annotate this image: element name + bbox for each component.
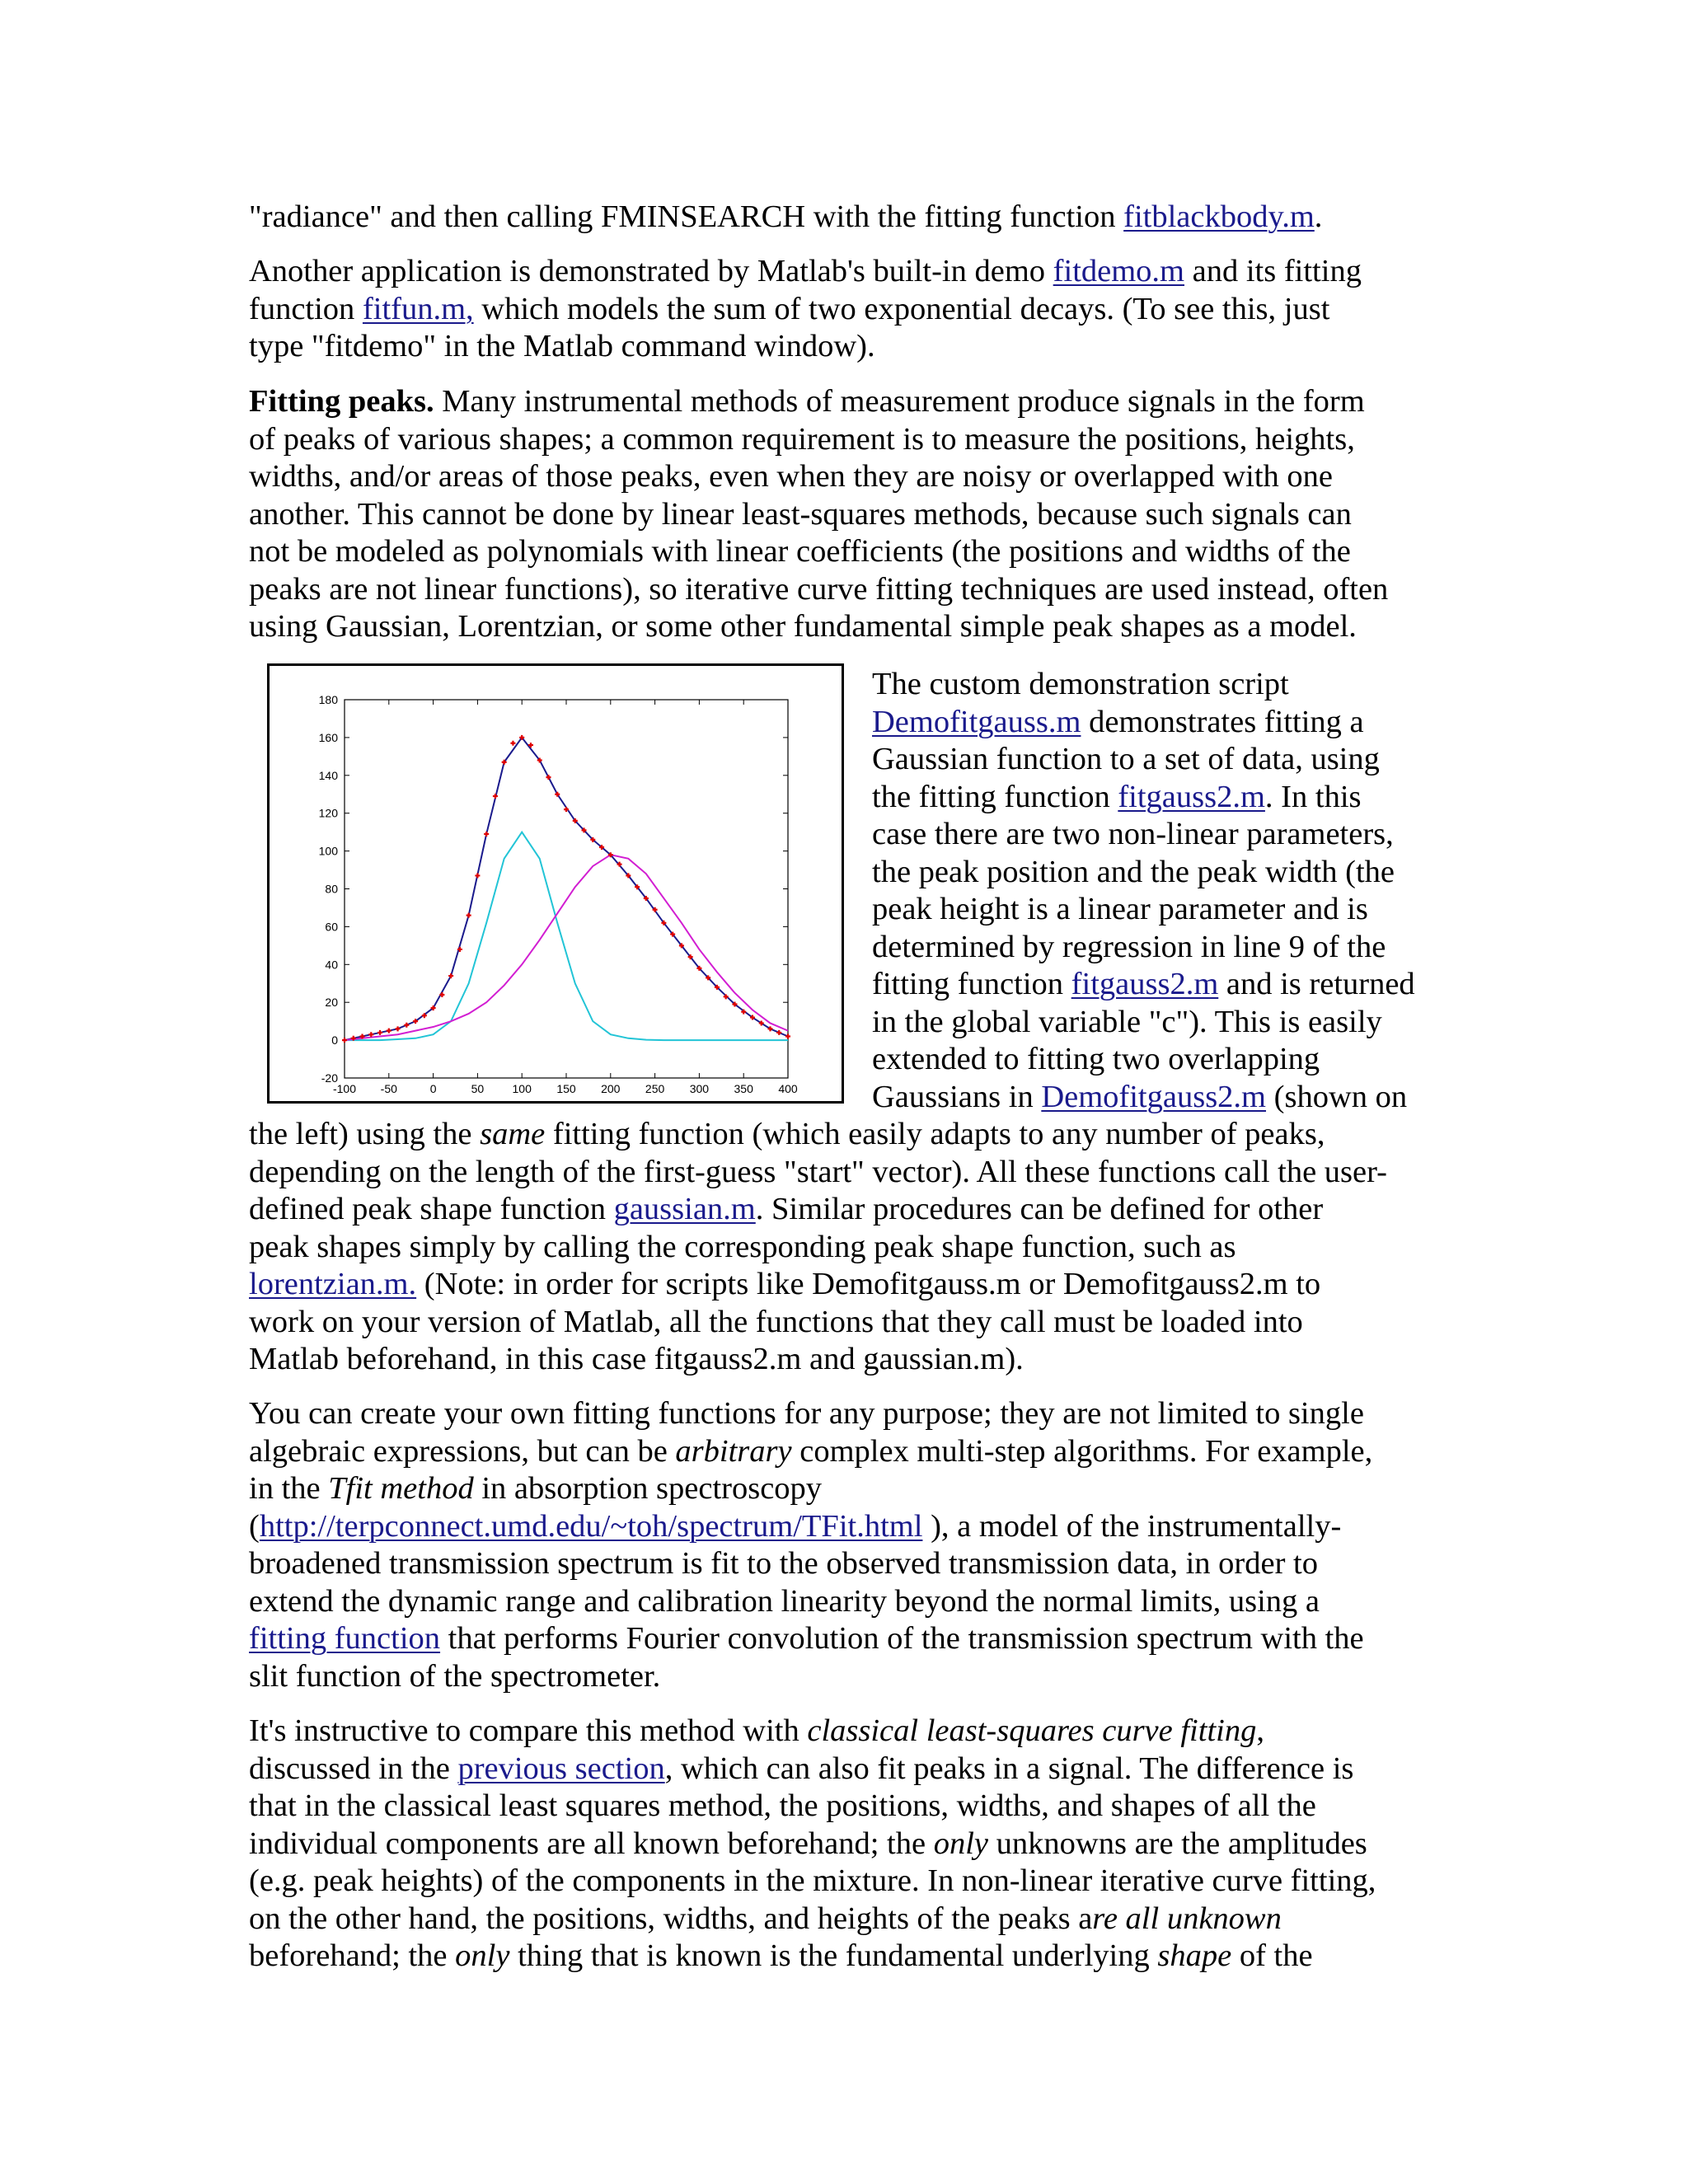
data-point (475, 873, 480, 878)
text-run: of peaks of various shapes; a common requirement is to measure the positions, heights, (249, 421, 1355, 457)
text-run: individual components are all known beforehand; the (249, 1825, 934, 1861)
text-run: and its fitting (1184, 254, 1362, 288)
hyperlink[interactable]: http://terpconnect.umd.edu/~toh/spectrum/TFit.html (259, 1508, 923, 1544)
data-point (785, 1034, 790, 1039)
text-line (872, 816, 1465, 854)
text-run: extended to fitting two overlapping (872, 1042, 1320, 1076)
hyperlink[interactable]: fitdemo.m (1053, 254, 1184, 288)
text-line (249, 496, 1469, 534)
paragraph-radiance (249, 199, 1469, 237)
text-line (249, 1304, 1469, 1342)
text-line (249, 291, 1469, 329)
text-run: , which can also fit peaks in a signal. The difference is (664, 1750, 1354, 1786)
text-run: . (1314, 199, 1323, 234)
text-line (872, 1004, 1465, 1042)
data-point (484, 832, 489, 837)
text-run: peak height is a linear parameter and is (872, 892, 1368, 926)
hyperlink[interactable]: previous section (457, 1750, 665, 1786)
y-tick-label: 160 (318, 730, 338, 744)
data-point (396, 1026, 401, 1031)
x-tick-label: 200 (601, 1082, 621, 1095)
text-line (249, 1229, 1469, 1267)
hyperlink[interactable]: fitgauss2.m (1118, 779, 1265, 814)
hyperlink[interactable]: fitting function (249, 1621, 441, 1656)
y-tick-label: 40 (325, 958, 338, 972)
data-point (368, 1032, 373, 1037)
text-line (249, 1508, 1469, 1546)
italic-text: only (933, 1825, 989, 1861)
data-point (377, 1030, 382, 1035)
series-line-fit (345, 738, 788, 1040)
text-line (249, 328, 1469, 366)
italic-text: re all unknown (1092, 1900, 1282, 1936)
text-run: of the (1231, 1938, 1313, 1973)
y-tick-label: 80 (325, 882, 338, 896)
text-run: and is returned (1218, 967, 1415, 1001)
text-run: "radiance" and then calling FMINSEARCH with the fitting function (249, 199, 1124, 234)
italic-text: only (455, 1938, 510, 1973)
text-line (249, 383, 1469, 421)
x-tick-label: 350 (734, 1082, 753, 1095)
italic-text: classical least-squares curve fitting (807, 1713, 1257, 1748)
text-run: ( (249, 1508, 260, 1544)
x-tick-label: -50 (380, 1082, 397, 1095)
text-line (249, 1863, 1469, 1900)
hyperlink[interactable]: fitfun.m, (362, 291, 474, 326)
text-line (249, 1191, 1469, 1229)
y-tick-label: 120 (318, 806, 338, 820)
text-run: case there are two non-linear parameters, (872, 817, 1394, 851)
text-line (249, 1395, 1469, 1433)
text-line (249, 1470, 1469, 1508)
data-point (467, 913, 471, 918)
x-tick-label: -100 (332, 1082, 357, 1095)
text-run: widths, and/or areas of those peaks, even when they are noisy or overlapped with one (249, 459, 1334, 494)
y-tick-label: 180 (318, 693, 338, 706)
text-run: determined by regression in line 9 of the (872, 929, 1386, 964)
data-point (342, 1038, 347, 1043)
data-point (776, 1030, 781, 1035)
text-run: in absorption spectroscopy (473, 1471, 823, 1506)
hyperlink[interactable]: gaussian.m (613, 1192, 756, 1226)
text-line (249, 458, 1469, 496)
text-run: discussed in the (249, 1750, 458, 1786)
text-run: not be modeled as polynomials with linear coefficients (the positions and widths of the (249, 534, 1351, 569)
text-run: function (249, 291, 363, 326)
text-line (872, 966, 1465, 1004)
peak-fit-figure (267, 663, 844, 1104)
text-line (249, 1900, 1469, 1938)
text-run: unknowns are the amplitudes (988, 1825, 1367, 1861)
text-line (872, 1041, 1465, 1079)
text-run: Gaussians in (872, 1079, 1042, 1114)
text-line (249, 533, 1469, 571)
series-line-component-1 (345, 832, 788, 1040)
text-run: complex multi-step algorithms. For example, (791, 1433, 1373, 1469)
text-line (872, 929, 1465, 967)
text-run: ), a model of the instrumentally- (922, 1508, 1342, 1544)
paragraph-fitting-peaks (249, 383, 1469, 646)
paragraph-fitting-functions (249, 1395, 1469, 1695)
paragraph-demofitgauss (872, 666, 1465, 1116)
y-tick-label: 60 (325, 920, 338, 934)
text-line (249, 1750, 1469, 1788)
text-run: defined peak shape function (249, 1192, 614, 1226)
text-run: demonstrates fitting a (1081, 704, 1364, 739)
peak-fit-chart (270, 666, 842, 1101)
text-run: the fitting function (872, 779, 1118, 814)
text-line (249, 1266, 1469, 1304)
text-run: The custom demonstration script (872, 667, 1289, 701)
plot-frame (345, 700, 788, 1078)
text-line (249, 1825, 1469, 1863)
text-run: on the other hand, the positions, widths, and heights of the peaks a (249, 1900, 1093, 1936)
text-line (249, 199, 1469, 237)
text-line (249, 1154, 1469, 1192)
text-run: Gaussian function to a set of data, using (872, 742, 1380, 776)
text-run: peak shapes simply by calling the corresponding peak shape function, such as (249, 1229, 1236, 1264)
x-tick-label: 0 (429, 1082, 437, 1095)
x-tick-label: 250 (645, 1082, 665, 1095)
text-run: slit function of the spectrometer. (249, 1658, 661, 1694)
data-point (404, 1023, 409, 1028)
data-point (387, 1029, 392, 1033)
text-line (872, 854, 1465, 892)
text-line (872, 741, 1465, 779)
text-line (249, 1545, 1469, 1583)
paragraph-fitdemo (249, 253, 1469, 366)
hyperlink[interactable]: lorentzian.m. (249, 1267, 417, 1301)
text-run: It's instructive to compare this method with (249, 1713, 808, 1748)
text-run: depending on the length of the first-guess "start" vector). All these functions call the user- (249, 1154, 1387, 1189)
text-run: Matlab beforehand, in this case fitgauss2.m and gaussian.m). (249, 1342, 1024, 1376)
text-line (249, 1620, 1469, 1658)
paragraph-classical-least-squares (249, 1713, 1469, 1975)
hyperlink[interactable]: Demofitgauss.m (872, 704, 1081, 739)
text-run: type "fitdemo" in the Matlab command window). (249, 329, 875, 363)
text-run: in the (249, 1471, 329, 1506)
text-run: that performs Fourier convolution of the transmission spectrum with the (440, 1621, 1364, 1656)
text-run: the peak position and the peak width (the (872, 854, 1395, 889)
bold-run-in-heading: Fitting peaks. (249, 384, 434, 419)
text-line (872, 1079, 1465, 1117)
text-line (872, 704, 1465, 742)
x-tick-label: 100 (512, 1082, 532, 1095)
data-point (510, 741, 515, 746)
text-run: broadened transmission spectrum is fit to the observed transmission data, in order to (249, 1546, 1318, 1581)
text-run: (shown on (1266, 1079, 1408, 1114)
italic-text: shape (1157, 1938, 1232, 1973)
text-run: algebraic expressions, but can be (249, 1433, 676, 1469)
y-tick-label: 0 (331, 1033, 338, 1047)
text-run: (Note: in order for scripts like Demofitgauss.m or Demofitgauss2.m to (416, 1267, 1321, 1301)
y-tick-label: 140 (318, 768, 338, 782)
hyperlink[interactable]: Demofitgauss2.m (1041, 1079, 1267, 1114)
text-line (249, 1583, 1469, 1621)
italic-text: same (480, 1117, 546, 1151)
text-line (249, 608, 1469, 646)
text-run: extend the dynamic range and calibration linearity beyond the normal limits, using a (249, 1583, 1320, 1619)
text-line (249, 421, 1469, 459)
text-line (249, 1938, 1469, 1975)
text-run: Another application is demonstrated by Matlab's built-in demo (249, 254, 1053, 288)
text-line (249, 1713, 1469, 1750)
text-run: in the global variable "c"). This is easily (872, 1004, 1382, 1039)
text-run: , (1256, 1713, 1264, 1748)
text-run: . Similar procedures can be defined for other (755, 1192, 1324, 1226)
text-run: that in the classical least squares method, the positions, widths, and shapes of all the (249, 1788, 1316, 1823)
text-run: beforehand; the (249, 1938, 456, 1973)
text-run: the left) using the (249, 1117, 481, 1151)
text-line (249, 253, 1469, 291)
x-tick-label: 300 (689, 1082, 710, 1095)
text-run: peaks are not linear functions), so iterative curve fitting techniques are used instead, often (249, 571, 1389, 607)
text-line (249, 1658, 1469, 1696)
text-run: thing that is known is the fundamental underlying (509, 1938, 1158, 1973)
text-run: (e.g. peak heights) of the components in the mixture. In non-linear iterative curve fitting, (249, 1863, 1376, 1898)
text-line (249, 1788, 1469, 1825)
text-run: using Gaussian, Lorentzian, or some other fundamental simple peak shapes as a model. (249, 609, 1357, 644)
text-line (249, 1341, 1469, 1379)
italic-text: arbitrary (675, 1433, 792, 1469)
text-run: Many instrumental methods of measurement produce signals in the form (434, 384, 1365, 419)
text-run: work on your version of Matlab, all the functions that they call must be loaded into (249, 1304, 1303, 1339)
text-line (249, 571, 1469, 609)
hyperlink[interactable]: fitgauss2.m (1071, 967, 1219, 1001)
text-run: fitting function (which easily adapts to any number of peaks, (545, 1117, 1325, 1151)
text-line (872, 666, 1465, 704)
x-tick-label: 50 (471, 1082, 485, 1095)
hyperlink[interactable]: fitblackbody.m (1123, 199, 1315, 234)
text-run: You can create your own fitting functions for any purpose; they are not limited to single (249, 1396, 1364, 1431)
y-tick-label: 20 (325, 996, 338, 1010)
text-line (249, 1433, 1469, 1471)
y-tick-label: 100 (318, 844, 338, 858)
y-tick-label: -20 (321, 1071, 338, 1085)
text-run: which models the sum of two exponential decays. (To see this, just (473, 291, 1330, 326)
paragraph-demofitgauss-cont (249, 1116, 1469, 1379)
text-run: another. This cannot be done by linear least-squares methods, because such signals can (249, 496, 1352, 532)
x-tick-label: 150 (556, 1082, 576, 1095)
italic-text: Tfit method (328, 1471, 474, 1506)
series-line-component-2 (345, 855, 788, 1040)
text-run: fitting function (872, 967, 1071, 1001)
x-tick-label: 400 (778, 1082, 798, 1095)
text-run: . In this (1264, 779, 1362, 814)
text-line (249, 1116, 1469, 1154)
text-line (872, 891, 1465, 929)
text-line (872, 779, 1465, 817)
